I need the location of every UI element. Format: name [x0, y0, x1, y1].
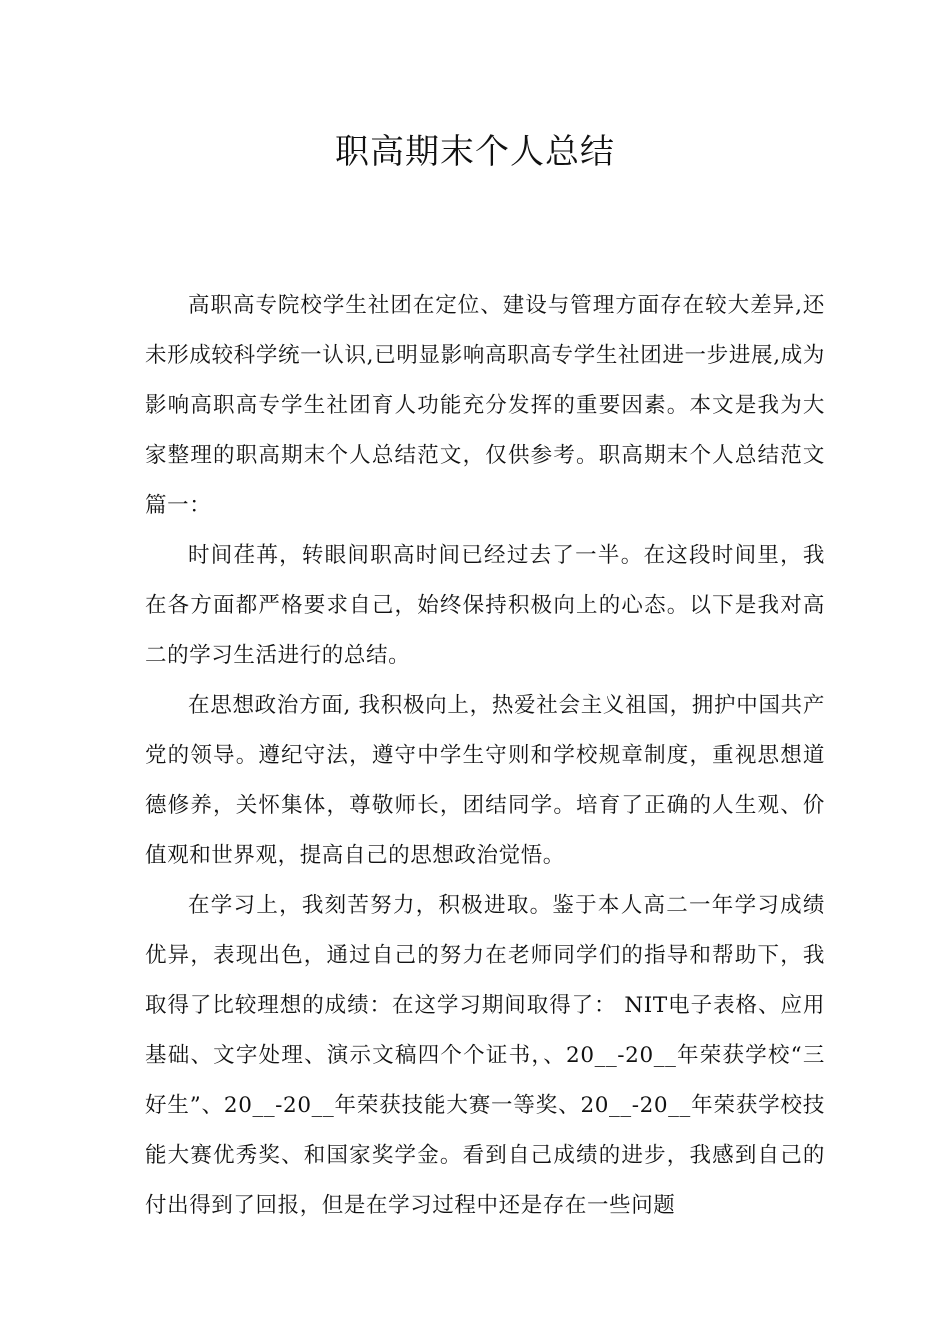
- paragraph-study: 在学习上，我刻苦努力，积极进取。鉴于本人高二一年学习成绩优异，表现出色，通过自己的努力在老师同学们的指导和帮助下，我取得了比较理想的成绩：在这学习期间取得了： NIT电子表格、应用基础、文字处理、演示文稿四个个证书，、20__-20__年荣获学校“三好生”、20__-20__年荣获技能大赛一等奖、20__-20__年荣获学校技能大赛优秀奖、和国家奖学金。看到自己成绩的进步，我感到自己的付出得到了回报，但是在学习过程中还是存在一些问题: [145, 893, 825, 1218]
- document-body: [145, 281, 825, 1231]
- paragraph-time: 时间荏苒，转眼间职高时间已经过去了一半。在这段时间里，我在各方面都严格要求自己，始终保持积极向上的心态。以下是我对高二的学习生活进行的总结。: [145, 543, 825, 668]
- paragraph-intro: 高职高专院校学生社团在定位、建设与管理方面存在较大差异,还未形成较科学统一认识,已明显影响高职高专学生社团进一步进展,成为影响高职高专学生社团育人功能充分发挥的重要因素。本文是我为大家整理的职高期末个人总结范文，仅供参考。职高期末个人总结范文篇一：: [145, 293, 825, 518]
- paragraph-politics: 在思想政治方面, 我积极向上，热爱社会主义祖国，拥护中国共产党的领导。遵纪守法，遵守中学生守则和学校规章制度，重视思想道德修养，关怀集体，尊敬师长，团结同学。培育了正确的人生观、价值观和世界观，提高自己的思想政治觉悟。: [145, 693, 825, 868]
- document-title: 职高期末个人总结: [335, 132, 615, 172]
